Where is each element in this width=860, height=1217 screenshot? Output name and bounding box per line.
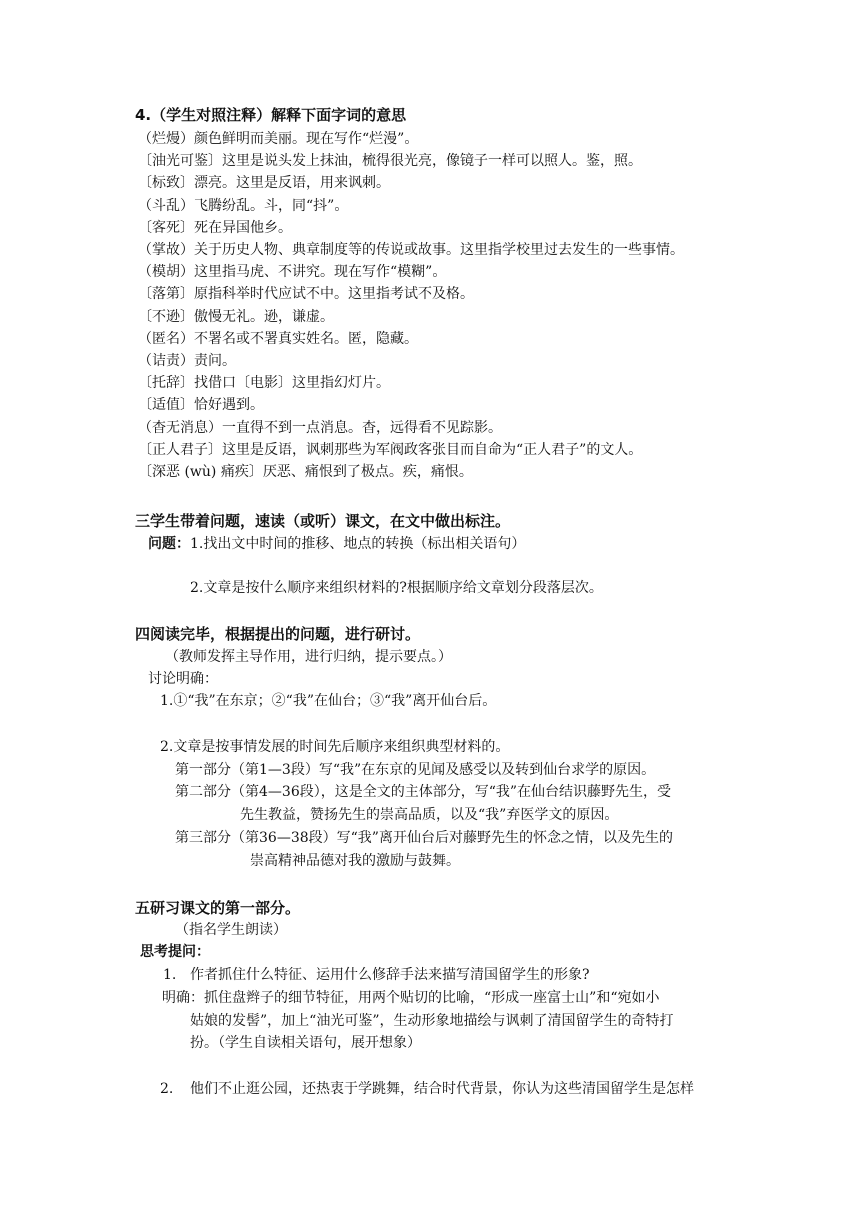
glossary-item: （模胡）这里指马虎、不讲究。现在写作“模糊”。 (138, 264, 447, 280)
answer-2: 2.文章是按事情发展的时间先后顺序来组织典型材料的。 (160, 739, 510, 755)
question-1: 1.找出文中时间的推移、地点的转换（标出相关语句） (190, 536, 526, 552)
answer-1: 1.①“我”在东京；②“我”在仙台；③“我”离开仙台后。 (160, 693, 497, 709)
section-4-heading: 4.（学生对照注释）解释下面字词的意思 (135, 106, 407, 124)
glossary-item: （掌故）关于历史人物、典章制度等的传说或故事。这里指学校里过去发生的一些事情。 (138, 242, 684, 258)
glossary-item: 〔深恶 (wù) 痛疾〕厌恶、痛恨到了极点。疾，痛恨。 (138, 464, 473, 480)
glossary-item: 〔适值〕恰好遇到。 (138, 397, 264, 413)
section-5-heading: 五研习课文的第一部分。 (135, 899, 301, 917)
glossary-item: 〔不逊〕傲慢无礼。逊，谦虚。 (138, 309, 334, 325)
glossary-item: 〔落第〕原指科举时代应试不中。这里指考试不及格。 (138, 286, 474, 302)
part-2-line-2: 先生教益，赞扬先生的崇高品质，以及“我”弃医学文的原因。 (240, 807, 619, 823)
question-label (148, 534, 525, 554)
section-3-heading: 三学生带着问题，速读（或听）课文，在文中做出标注。 (135, 512, 511, 530)
glossary-item: 〔客死〕死在异国他乡。 (138, 220, 292, 236)
question-2: 2.文章是按什么顺序来组织材料的?根据顺序给文章划分段落层次。 (190, 580, 603, 596)
glossary-item: （诘责）责问。 (138, 353, 236, 369)
discussion-label: 讨论明确： (148, 671, 218, 687)
think-q1: 作者抓住什么特征、运用什么修辞手法来描写清国留学生的形象? (190, 967, 590, 983)
glossary-item: （斗乱）飞腾纷乱。斗，同“抖”。 (138, 198, 349, 214)
think-answer-line-3: 扮。（学生自读相关语句，展开想象） (190, 1035, 421, 1051)
think-answer-line-2: 姑娘的发髻”，加上“油光可鉴”，生动形象地描绘与讽刺了清国留学生的奇特打 (190, 1013, 674, 1029)
reading-note: （指名学生朗读） (175, 922, 287, 938)
glossary-item: 〔正人君子〕这里是反语，讽刺那些为军阀政客张目而自命为“正人君子”的文人。 (138, 442, 643, 458)
part-3-line-2: 崇高精神品德对我的激励与鼓舞。 (250, 853, 460, 869)
think-q1-number: 1. (163, 967, 177, 983)
glossary-item: （匿名）不署名或不署真实姓名。匿，隐藏。 (138, 331, 418, 347)
think-q2: 他们不止逛公园，还热衷于学跳舞，结合时代背景，你认为这些清国留学生是怎样 (190, 1081, 694, 1097)
glossary-item: （烂熳）颜色鲜明而美丽。现在写作“烂漫”。 (138, 131, 419, 147)
glossary-item: 〔托辞〕找借口〔电影〕这里指幻灯片。 (138, 375, 390, 391)
glossary-item: 〔标致〕漂亮。这里是反语，用来讽刺。 (138, 175, 390, 191)
part-2-line-1: 第二部分（第4—36段），这是全文的主体部分，写“我”在仙台结识藤野先生，受 (175, 784, 672, 800)
teacher-note: （教师发挥主导作用，进行归纳，提示要点。） (165, 649, 452, 665)
section-4b-heading: 四阅读完毕，根据提出的问题，进行研讨。 (135, 625, 421, 643)
glossary-item: 〔油光可鉴〕这里是说头发上抹油，梳得很光亮，像镜子一样可以照人。鉴，照。 (138, 153, 642, 169)
question-label-text: 问题： (148, 536, 190, 552)
think-answer-line-1: 明确：抓住盘辫子的细节特征，用两个贴切的比喻，“形成一座富士山”和“宛如小 (162, 990, 660, 1006)
think-q2-number: 2. (160, 1081, 174, 1097)
glossary-item: （杳无消息）一直得不到一点消息。杳，远得看不见踪影。 (138, 420, 502, 436)
part-1: 第一部分（第1—3段）写“我”在东京的见闻及感受以及转到仙台求学的原因。 (175, 762, 656, 778)
think-label: 思考提问： (140, 944, 210, 960)
part-3-line-1: 第三部分（第36—38段）写“我”离开仙台后对藤野先生的怀念之情，以及先生的 (175, 830, 673, 846)
